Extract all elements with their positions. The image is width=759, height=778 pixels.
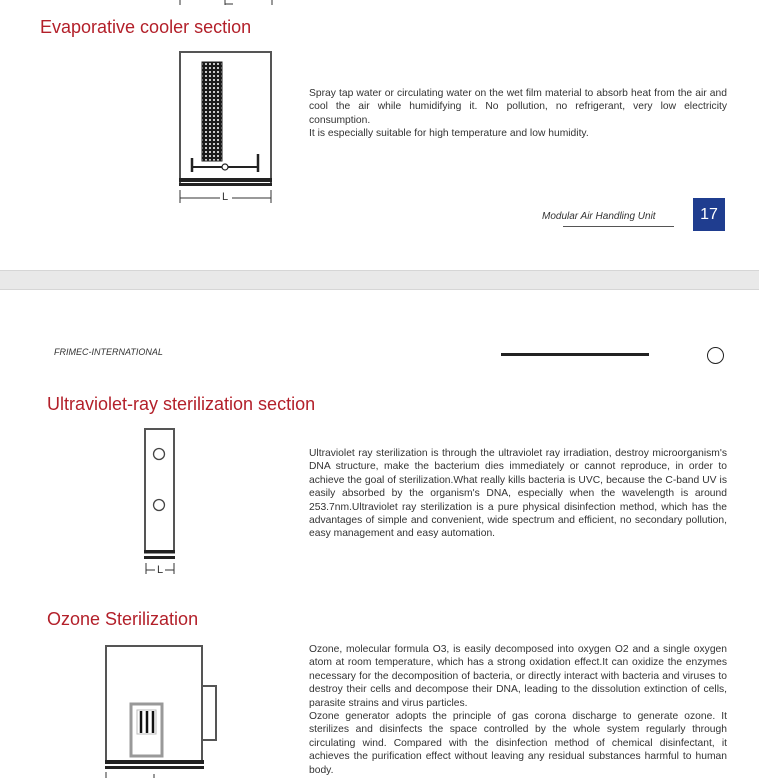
ozone-section-title: Ozone Sterilization [47,609,199,629]
evaporative-section-title: Evaporative cooler section [40,17,252,37]
header-circle-icon [707,347,724,364]
ozone-paragraph-1: Ozone, molecular formula O3, is easily decomposed into oxygen O2 and a single oxygen atom at room temperature, which has a strong oxidation effect.It can oxidize the enzymes necessary for the decomposition of bacteria, or directly interact with bacteria and viruses to destroy their cells and decompose their DNA, leading to the dissolution extinction of cells, parasite strains and virus particles. [309,644,727,709]
evaporative-description [309,87,727,141]
evaporative-paragraph-2: It is especially suitable for high temperature and low humidity. [309,128,589,140]
uv-dimension-label: L [157,564,164,576]
page-17 [0,0,759,270]
uv-section-title: Ultraviolet-ray sterilization section [47,394,316,414]
header-brand: FRIMEC-INTERNATIONAL [54,347,163,357]
header-rule [501,353,649,356]
ozone-paragraph-2: Ozone generator adopts the principle of gas corona discharge to generate ozone. It sterilizes and disinfects the space controlled by the whole system regularly through circulating wind. Compared with the disinfection method of chemical disinfectant, it achieves the purification effect without leaving any residual substances harmful to human body. [309,711,727,776]
ozone-sterilization-diagram [100,640,225,778]
uv-sterilization-diagram [140,426,180,578]
footer-underline [563,226,674,227]
evaporative-cooler-diagram [176,50,276,208]
previous-diagram-remnant [175,0,275,6]
page-separator [0,270,759,290]
uv-description [309,447,727,541]
footer-title: Modular Air Handling Unit [542,211,656,222]
page-number-badge: 17 [693,198,725,231]
uv-paragraph: Ultraviolet ray sterilization is through the ultraviolet ray irradiation, destroy microorganism's DNA structure, make the bacterium dies immediately or cannot reproduce, in order to achieve the goal of sterilization.What really kills bacteria is UVC, because the C-band UV is easily absorbed by the organism's DNA, especially when the wavelength is around 253.7nm.Ultraviolet ray sterilization is a pure physical disinfection method, which has the advantages of simple and convenient, wide spectrum and efficient, no secondary pollution, easy management and easy automation. [309,448,727,540]
evaporative-paragraph-1: Spray tap water or circulating water on the wet film material to absorb heat from the air and cool the air while humidifying it. No pollution, no refrigerant, very low electricity consumption. [309,88,727,126]
ozone-description [309,643,727,777]
page-18 [0,290,759,778]
evaporative-dimension-label: L [222,191,229,203]
